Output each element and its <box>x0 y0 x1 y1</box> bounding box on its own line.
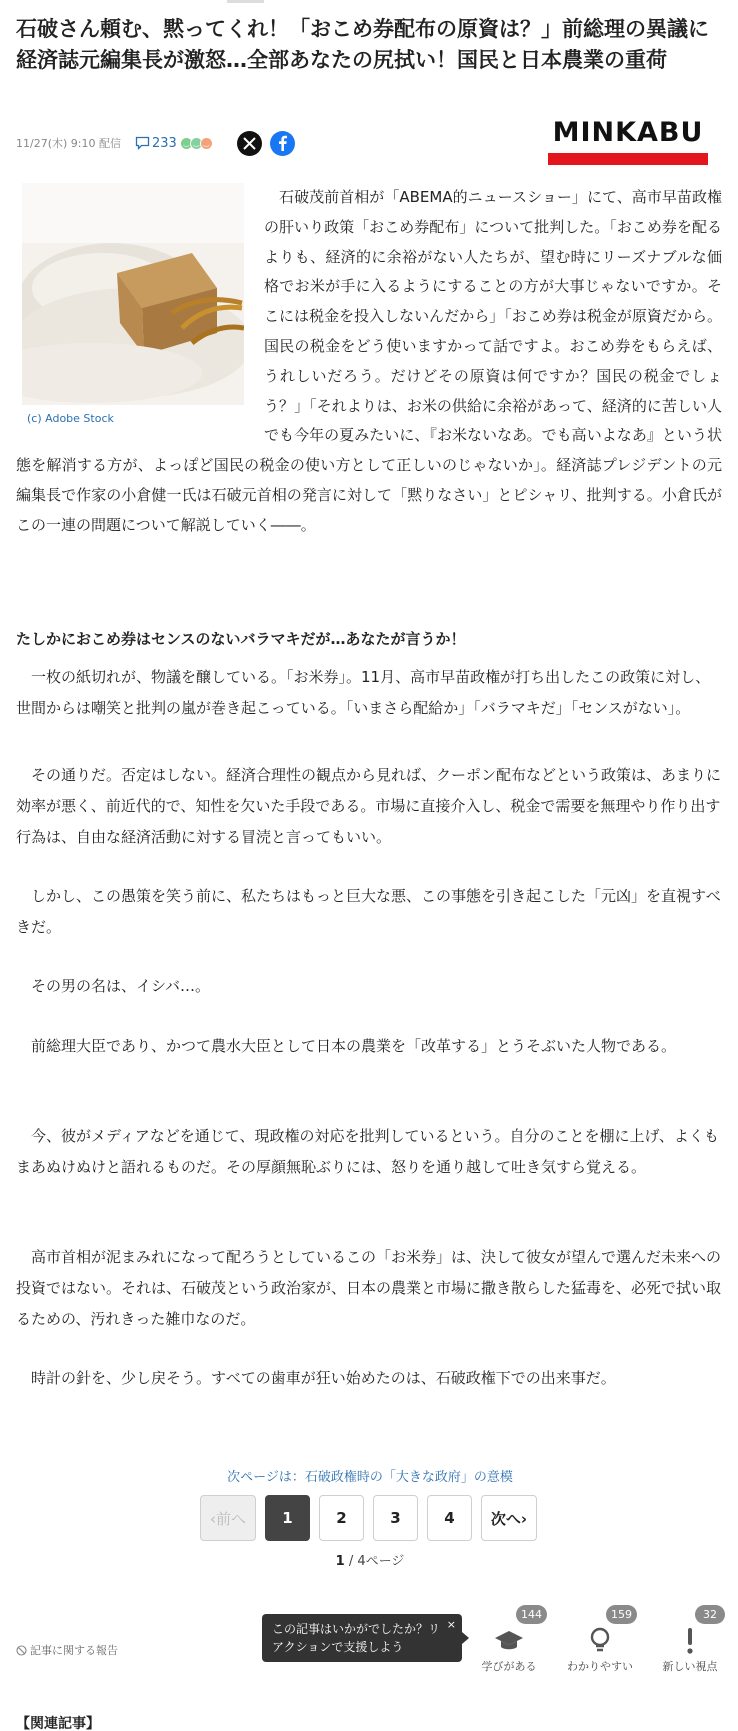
tooltip-close-button[interactable]: × <box>446 1618 456 1631</box>
reaction-count: 159 <box>606 1605 637 1624</box>
exclamation-icon <box>650 1627 730 1655</box>
article-headline: 石破さん頼む、黙ってくれ！「おこめ券配布の原資は？」前総理の異議に経済誌元編集長が激怒…全部あなたの尻拭い！国民と日本農業の重荷 <box>16 17 709 72</box>
pagination <box>200 1495 546 1543</box>
top-bar <box>0 0 738 4</box>
reaction-faces <box>180 137 213 150</box>
reaction-label: 学びがある <box>481 1660 537 1673</box>
facebook-logo-icon <box>276 135 288 151</box>
mortarboard-icon <box>469 1627 549 1653</box>
comment-link[interactable] <box>135 136 177 151</box>
report-link[interactable] <box>16 1642 118 1658</box>
tooltip-tail <box>462 1632 469 1644</box>
publish-date: 11/27(木) 9:10 配信 <box>16 137 121 150</box>
reaction-learn-button[interactable] <box>469 1605 549 1675</box>
photo-credit[interactable]: (c) Adobe Stock <box>27 412 114 425</box>
related-articles-heading: 【関連記事】 <box>16 1716 100 1731</box>
page-4-button[interactable]: 4 <box>427 1495 472 1541</box>
page-1-button[interactable]: 1 <box>265 1495 310 1541</box>
prohibited-icon <box>16 1645 27 1656</box>
lead-text: 石破茂前首相が「ABEMA的ニュースショー」にて、高市早苗政権の肝いり政策「おこめ券配布」について批判した。「おこめ券を配るよりも、経済的に余裕がない人たちが、望む時にリーズナブルな価格でお米が手に入るようにすることの方が大事じゃないですか。そこには税金を投入しないんだから」「おこめ券は税金が原資だから。国民の税金をどう使いますかって話ですよ。おこめ券をもらえば、うれしいだろう。だけどその原資は何ですか？国民の税金でしょう？」「それよりは、お米の供給に余裕があって、経済的に苦しい人でも今年の夏みたいに、『お米ないなあ。でも高いよなあ』という状態を解消する方が、よっぽど国民の税金の使い方として正しいのじゃないか」。経済誌プレジデントの元編集長で作家の小倉健一氏は石破元首相の発言に対して「黙りなさい」とピシャリ、批判する。小倉氏がこの一連の問題について解説していく――。 <box>16 188 722 534</box>
page-3-button[interactable]: 3 <box>373 1495 418 1541</box>
current-page: 1 <box>335 1554 345 1569</box>
reaction-clear-button[interactable] <box>560 1605 640 1675</box>
comment-count: 233 <box>151 135 177 151</box>
share-x-button[interactable] <box>237 131 262 156</box>
share-facebook-button[interactable] <box>270 131 295 156</box>
article-photo[interactable] <box>22 183 244 405</box>
body-paragraph: 今、彼がメディアなどを通じて、現政権の対応を批判しているという。自分のことを棚に上げ、よくもまあぬけぬけと語れるものだ。その厚顔無恥ぶりには、怒りを通り越して吐き気すら覚える。 <box>16 1127 719 1176</box>
logo-red-bar <box>548 153 708 165</box>
prev-page-button[interactable]: ‹前へ <box>200 1495 256 1541</box>
comment-icon <box>135 136 150 150</box>
next-page-link[interactable]: 次ページは：石破政権時の「大きな政府」の意模 <box>227 1470 513 1485</box>
rice-photo-illustration <box>22 183 244 405</box>
body-paragraph: 一枚の紙切れが、物議を醸している。「お米券」。11月、高市早苗政権が打ち出したこの政策に対し、世間からは嘲笑と批判の嵐が巻き起こっている。「いまさら配給か」「バラマキだ」「センスがない」。 <box>16 668 711 717</box>
body-paragraph: しかし、この愚策を笑う前に、私たちはもっと巨大な悪、この事態を引き起こした「元凶」を直視すべきだ。 <box>16 887 721 936</box>
section-heading: たしかにおこめ券はセンスのないバラマキだが…あなたが言うか！ <box>16 630 466 648</box>
reaction-new-perspective-button[interactable] <box>650 1605 730 1675</box>
article-meta <box>16 131 295 155</box>
reaction-tooltip <box>262 1614 462 1662</box>
body-paragraph: 時計の針を、少し戻そう。すべての歯車が狂い始めたのは、石破政権下での出来事だ。 <box>16 1369 616 1387</box>
page-count <box>200 1550 540 1569</box>
reaction-count: 144 <box>516 1605 547 1624</box>
total-pages: / 4ページ <box>344 1554 405 1569</box>
body-paragraph: 前総理大臣であり、かつて農水大臣として日本の農業を「改革する」とうそぶいた人物である。 <box>16 1037 677 1055</box>
page-2-button[interactable]: 2 <box>319 1495 364 1541</box>
tooltip-text: この記事はいかがでしたか？リアクションで支援しよう <box>272 1622 441 1654</box>
reaction-count: 32 <box>695 1605 725 1624</box>
x-logo-icon <box>243 137 256 150</box>
smile-face-icon: ‿ <box>180 137 193 150</box>
lightbulb-icon <box>560 1627 640 1655</box>
body-paragraph: その男の名は、イシバ…。 <box>16 977 210 995</box>
next-page-button[interactable]: 次へ› <box>481 1495 537 1541</box>
body-paragraph: 高市首相が泥まみれになって配ろうとしているこの「お米券」は、決して彼女が望んで選んだ未来への投資ではない。それは、石破茂という政治家が、日本の農業と市場に撒き散らした猛毒を、必死で拭い取るための、汚れきった雑巾なのだ。 <box>16 1248 722 1328</box>
minkabu-logo[interactable] <box>548 116 708 168</box>
smile-face-icon: ‿ <box>200 137 213 150</box>
smile-face-icon: ‿ <box>190 137 203 150</box>
logo-text: MINKABU <box>552 117 704 148</box>
report-label: 記事に関する報告 <box>30 1644 118 1657</box>
top-accent <box>227 0 264 3</box>
body-paragraph: その通りだ。否定はしない。経済合理性の観点から見れば、クーポン配布などという政策は、あまりに効率が悪く、前近代的で、知性を欠いた手段である。市場に直接介入し、税金で需要を無理やり作り出す行為は、自由な経済活動に対する冒涜と言ってもいい。 <box>16 766 722 846</box>
reaction-label: わかりやすい <box>567 1660 633 1673</box>
reaction-label: 新しい視点 <box>662 1660 718 1673</box>
